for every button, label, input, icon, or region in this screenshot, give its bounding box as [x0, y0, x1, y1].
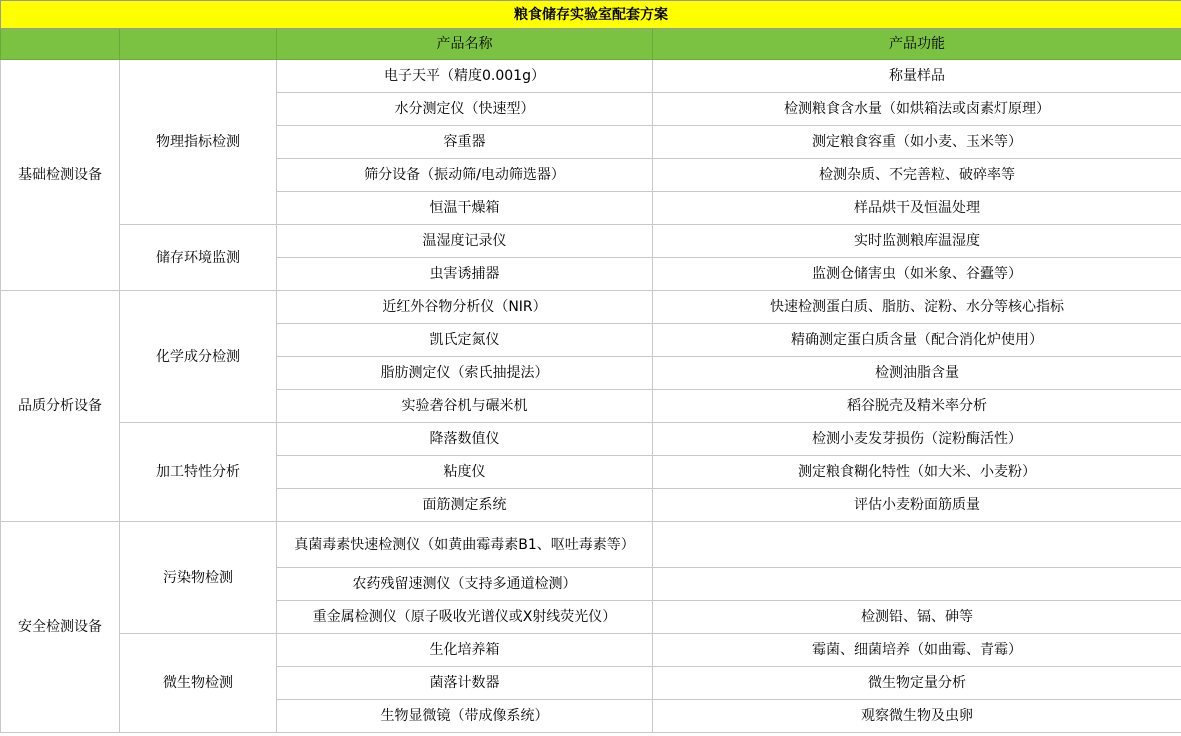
product-name-cell[interactable]: 粘度仪	[277, 456, 653, 489]
header-cell-product-name[interactable]: 产品名称	[277, 29, 653, 60]
subcategory-cell[interactable]: 物理指标检测	[120, 60, 277, 225]
product-name-cell[interactable]: 恒温干燥箱	[277, 192, 653, 225]
product-name-cell[interactable]: 农药残留速测仪（支持多通道检测）	[277, 568, 653, 601]
table-row	[1, 423, 1181, 456]
header-cell-product-function[interactable]: 产品功能	[653, 29, 1181, 60]
subcategory-cell[interactable]: 化学成分检测	[120, 291, 277, 423]
product-function-cell[interactable]: 检测杂质、不完善粒、破碎率等	[653, 159, 1181, 192]
product-name-cell[interactable]: 近红外谷物分析仪（NIR）	[277, 291, 653, 324]
product-name-cell[interactable]: 筛分设备（振动筛/电动筛选器）	[277, 159, 653, 192]
product-function-cell[interactable]: 称量样品	[653, 60, 1181, 93]
product-name-cell[interactable]: 电子天平（精度0.001g）	[277, 60, 653, 93]
table-row	[1, 60, 1181, 93]
category-cell[interactable]: 基础检测设备	[1, 60, 120, 291]
subcategory-cell[interactable]: 污染物检测	[120, 522, 277, 634]
header-row	[1, 29, 1181, 60]
product-function-cell[interactable]: 监测仓储害虫（如米象、谷蠹等）	[653, 258, 1181, 291]
product-function-cell[interactable]: 快速检测蛋白质、脂肪、淀粉、水分等核心指标	[653, 291, 1181, 324]
header-cell-category[interactable]	[1, 29, 120, 60]
subcategory-cell[interactable]: 微生物检测	[120, 634, 277, 733]
subcategory-cell[interactable]: 储存环境监测	[120, 225, 277, 291]
product-function-cell[interactable]: 检测铅、镉、砷等	[653, 601, 1181, 634]
product-function-cell[interactable]: 检测小麦发芽损伤（淀粉酶活性）	[653, 423, 1181, 456]
product-function-cell[interactable]: 霉菌、细菌培养（如曲霉、青霉）	[653, 634, 1181, 667]
category-cell[interactable]: 安全检测设备	[1, 522, 120, 733]
product-function-cell[interactable]: 微生物定量分析	[653, 667, 1181, 700]
product-name-cell[interactable]: 菌落计数器	[277, 667, 653, 700]
product-name-cell[interactable]: 容重器	[277, 126, 653, 159]
product-name-cell[interactable]: 生化培养箱	[277, 634, 653, 667]
product-name-cell[interactable]: 实验砻谷机与碾米机	[277, 390, 653, 423]
sheet-title[interactable]: 粮食储存实验室配套方案	[1, 1, 1181, 29]
product-name-cell[interactable]: 面筋测定系统	[277, 489, 653, 522]
product-name-cell[interactable]: 脂肪测定仪（索氏抽提法）	[277, 357, 653, 390]
product-name-cell[interactable]: 降落数值仪	[277, 423, 653, 456]
table-row	[1, 291, 1181, 324]
table-row	[1, 522, 1181, 568]
product-name-cell[interactable]: 重金属检测仪（原子吸收光谱仪或X射线荧光仪）	[277, 601, 653, 634]
product-name-cell[interactable]: 水分测定仪（快速型）	[277, 93, 653, 126]
title-row	[1, 1, 1181, 29]
product-name-cell[interactable]: 虫害诱捕器	[277, 258, 653, 291]
product-function-cell[interactable]: 检测油脂含量	[653, 357, 1181, 390]
product-function-cell[interactable]: 检测粮食含水量（如烘箱法或卤素灯原理）	[653, 93, 1181, 126]
table-row	[1, 634, 1181, 667]
product-function-cell[interactable]: 样品烘干及恒温处理	[653, 192, 1181, 225]
subcategory-cell[interactable]: 加工特性分析	[120, 423, 277, 522]
category-cell[interactable]: 品质分析设备	[1, 291, 120, 522]
product-function-cell[interactable]	[653, 568, 1181, 601]
product-name-cell[interactable]: 凯氏定氮仪	[277, 324, 653, 357]
product-function-cell[interactable]: 精确测定蛋白质含量（配合消化炉使用）	[653, 324, 1181, 357]
header-cell-subcategory[interactable]	[120, 29, 277, 60]
product-function-cell[interactable]: 测定粮食糊化特性（如大米、小麦粉）	[653, 456, 1181, 489]
product-name-cell[interactable]: 真菌毒素快速检测仪（如黄曲霉毒素B1、呕吐毒素等）	[277, 522, 653, 568]
product-function-cell[interactable]: 观察微生物及虫卵	[653, 700, 1181, 733]
product-name-cell[interactable]: 生物显微镜（带成像系统）	[277, 700, 653, 733]
product-function-cell[interactable]: 稻谷脱壳及精米率分析	[653, 390, 1181, 423]
product-function-cell[interactable]: 测定粮食容重（如小麦、玉米等）	[653, 126, 1181, 159]
product-name-cell[interactable]: 温湿度记录仪	[277, 225, 653, 258]
product-function-cell[interactable]: 实时监测粮库温湿度	[653, 225, 1181, 258]
table-row	[1, 225, 1181, 258]
product-function-cell[interactable]	[653, 522, 1181, 568]
product-function-cell[interactable]: 评估小麦粉面筋质量	[653, 489, 1181, 522]
